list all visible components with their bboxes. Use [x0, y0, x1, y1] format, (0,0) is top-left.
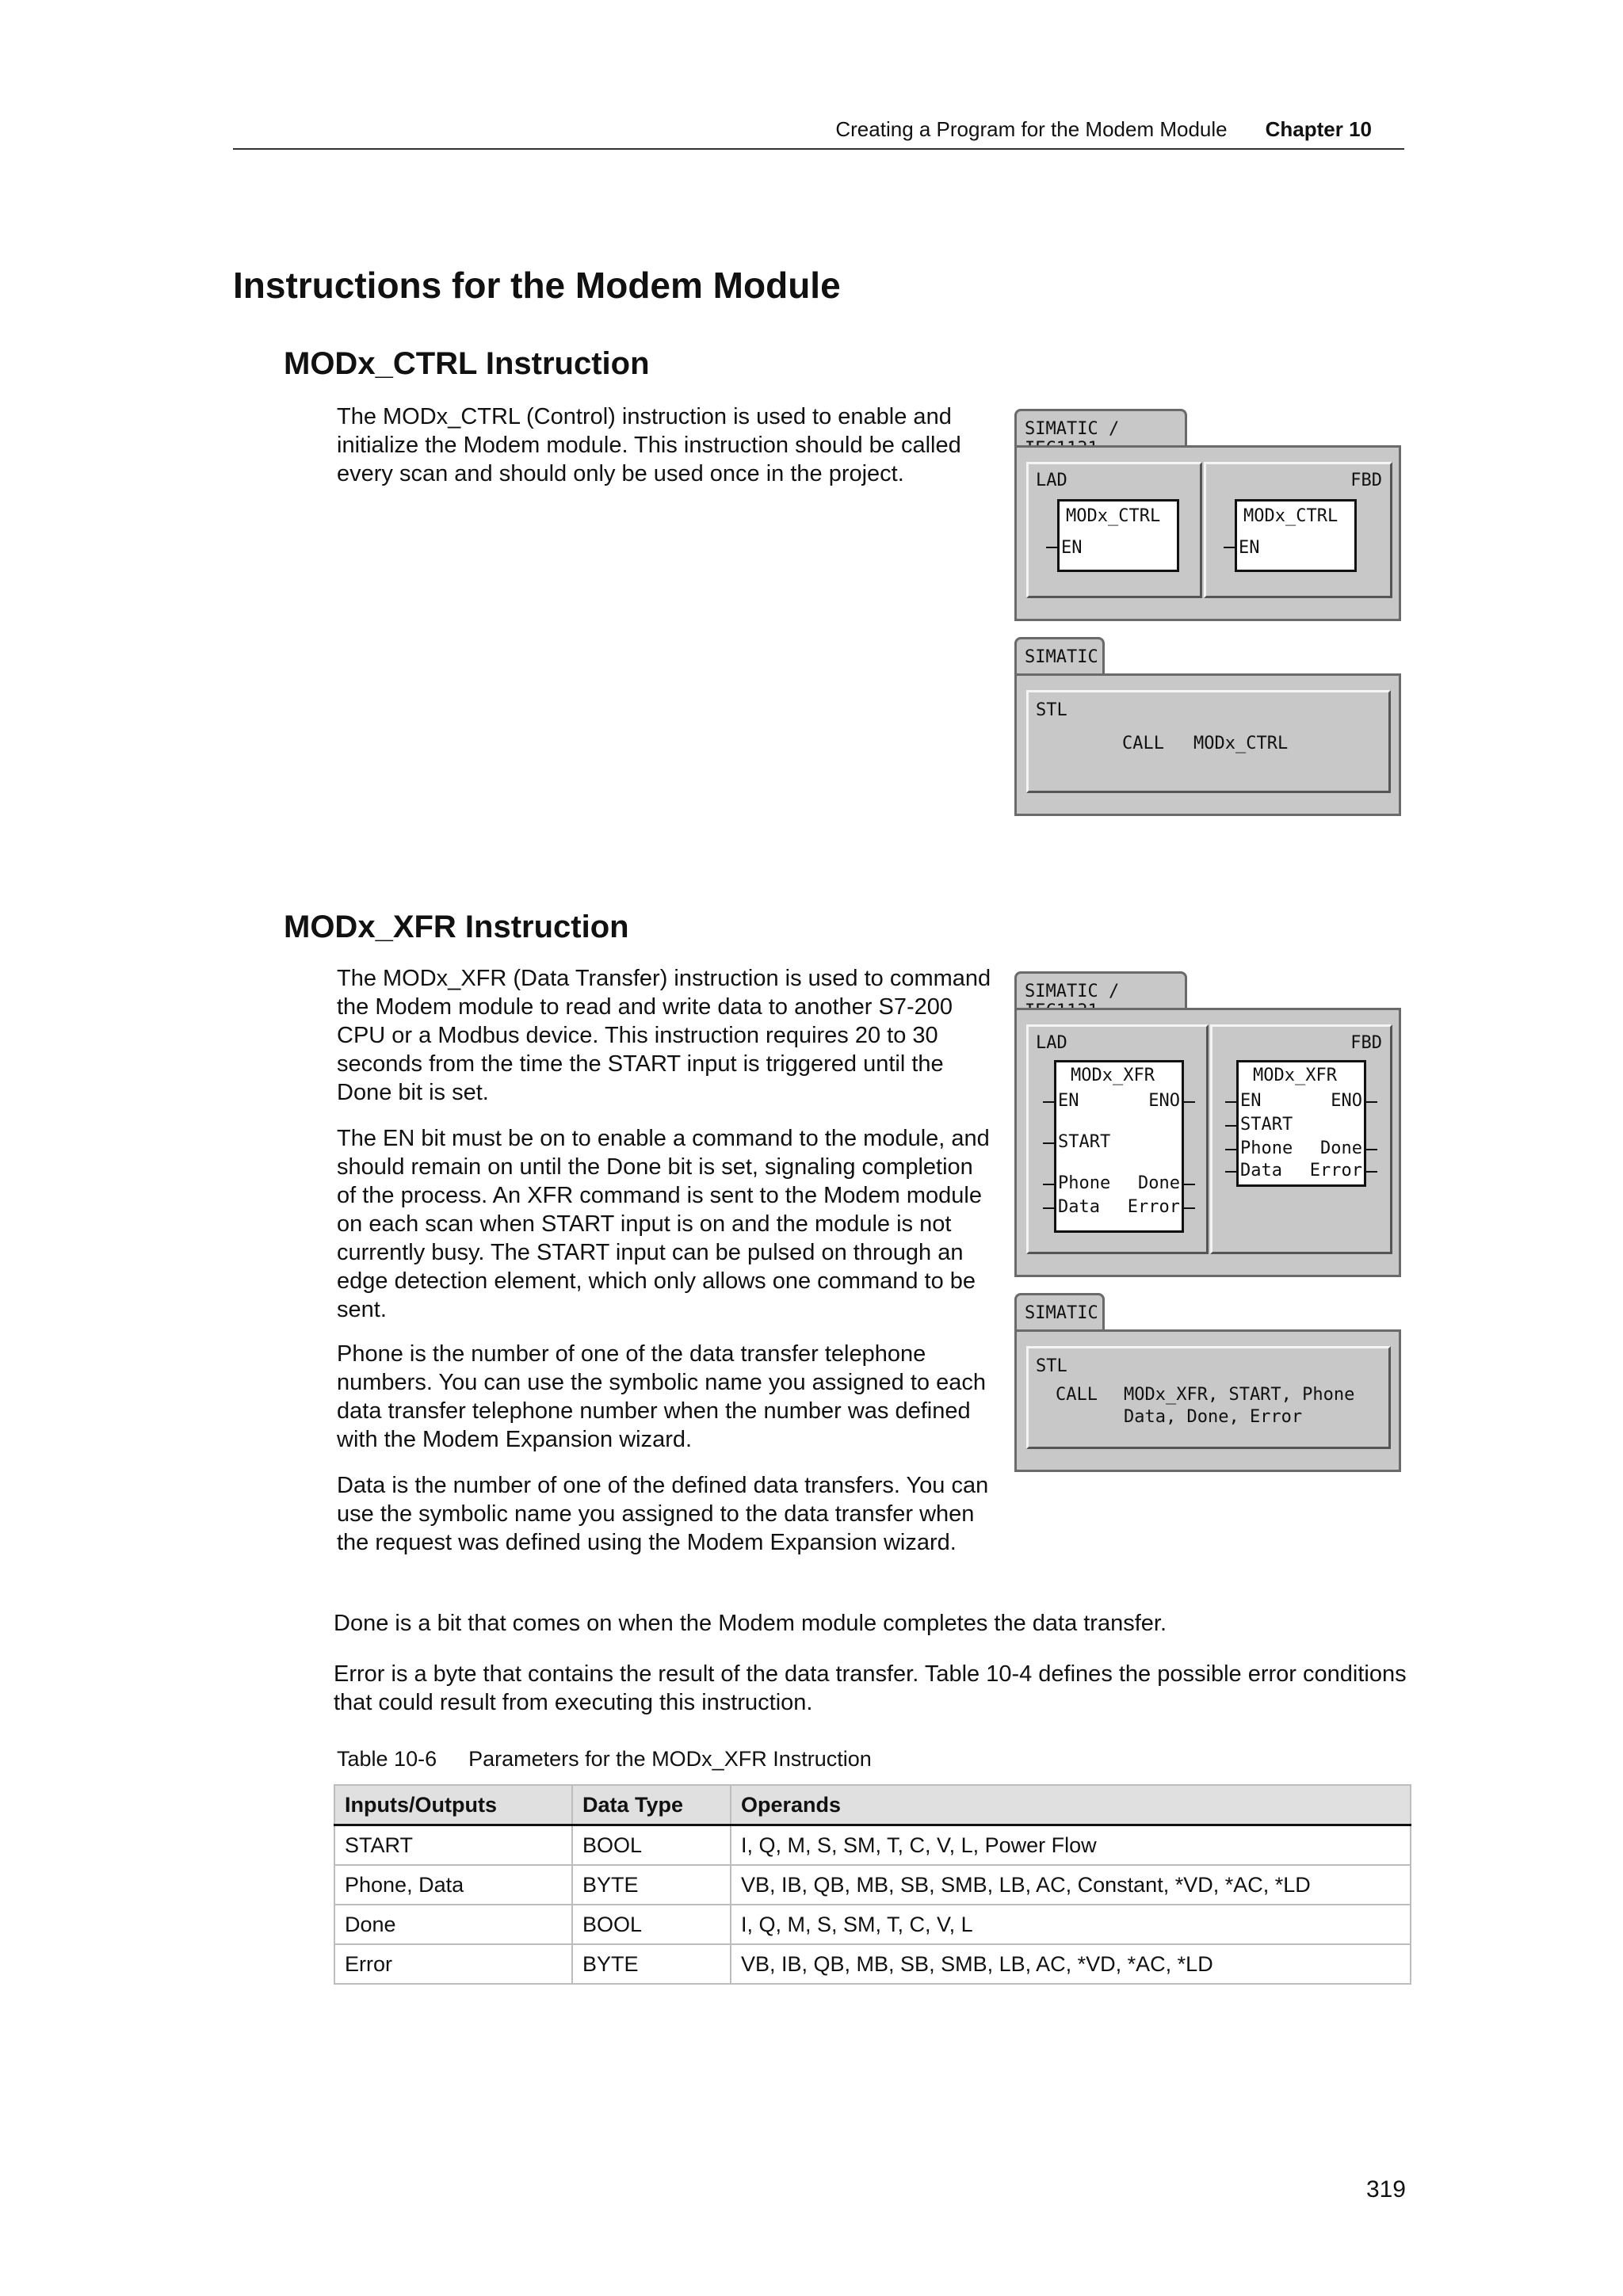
en-wire — [1225, 1101, 1238, 1103]
ctrl-lad-area — [1026, 462, 1202, 598]
done-pin: Done — [1138, 1173, 1180, 1193]
xfr-title: MODx_XFR Instruction — [284, 910, 629, 944]
ctrl-lad-tab: SIMATIC / — [1014, 409, 1187, 447]
en-pin: EN — [1239, 538, 1260, 558]
error-pin: Error — [1127, 1197, 1180, 1217]
en-wire — [1043, 1101, 1056, 1103]
ctrl-lad-panel — [1014, 445, 1401, 621]
ctrl-lad-block — [1057, 499, 1179, 572]
error-pin: Error — [1309, 1161, 1362, 1180]
running-header — [792, 117, 1372, 142]
table-caption — [337, 1747, 872, 1772]
xfr-fbd-block — [1236, 1060, 1366, 1187]
xfr-paragraph-3: Phone is the number of one of the data transfer telephone numbers. You can use the symbolic name you assigned to each data transfer telephone number when the number was defined with the Modem Expansion wizard. — [337, 1341, 986, 1452]
eno-pin: ENO — [1148, 1091, 1180, 1111]
xfr-stl-panel — [1014, 1329, 1401, 1472]
table-cell: VB, IB, QB, MB, SB, SMB, LB, AC, *VD, *AC, *LD — [731, 1944, 1411, 1984]
table-cell: I, Q, M, S, SM, T, C, V, L — [731, 1905, 1411, 1944]
table-number: Table 10-6 — [337, 1747, 437, 1771]
en-pin: EN — [1061, 538, 1083, 558]
table-row — [334, 1944, 1411, 1984]
ctrl-stl-area — [1026, 690, 1391, 793]
done-wire — [1182, 1184, 1195, 1185]
xfr-paragraph-1: The MODx_XFR (Data Transfer) instruction is used to command the Modem module to read and write data to another S7-200 CPU or a Modbus device. This instruction requires 20 to 30 seconds from the time the START input is triggered until the Done bit is set. — [337, 966, 991, 1105]
phone-wire — [1225, 1149, 1238, 1150]
en-pin: EN — [1240, 1091, 1262, 1111]
stl-label: STL — [1036, 700, 1067, 720]
stl-operand-line-2: Data, Done, Error — [1124, 1407, 1303, 1427]
en-wire — [1046, 547, 1059, 548]
fbd-label: FBD — [1350, 1033, 1382, 1053]
lad-label: LAD — [1036, 1033, 1067, 1053]
start-wire — [1225, 1125, 1238, 1127]
table-row — [334, 1825, 1411, 1866]
table-cell: BOOL — [572, 1825, 731, 1866]
ctrl-stl-tab: SIMATIC — [1014, 637, 1105, 675]
table-cell: I, Q, M, S, SM, T, C, V, L, Power Flow — [731, 1825, 1411, 1866]
section-title: Instructions for the Modem Module — [233, 265, 841, 306]
xfr-lad-tab: SIMATIC / — [1014, 971, 1187, 1009]
lad-label: LAD — [1036, 471, 1067, 490]
block-name: MODx_XFR — [1253, 1066, 1337, 1085]
stl-operand: MODx_CTRL — [1193, 734, 1289, 753]
ctrl-stl-panel — [1014, 673, 1401, 816]
table-cell: START — [334, 1825, 572, 1866]
data-wire — [1043, 1207, 1056, 1209]
ctrl-fbd-block — [1235, 499, 1357, 572]
eno-pin: ENO — [1331, 1091, 1362, 1111]
xfr-lad-area — [1026, 1024, 1209, 1254]
phone-pin: Phone — [1240, 1138, 1293, 1158]
page-number: 319 — [1365, 2176, 1406, 2203]
table-cell: Phone, Data — [334, 1865, 572, 1905]
start-pin: START — [1240, 1115, 1293, 1135]
table-cell: Done — [334, 1905, 572, 1944]
header-cell: Operands — [731, 1785, 1411, 1825]
en-wire — [1224, 547, 1236, 548]
running-title: Creating a Program for the Modem Module — [835, 117, 1228, 141]
done-description: Done is a bit that comes on when the Modem module completes the data transfer. — [334, 1611, 1167, 1636]
table-cell: Error — [334, 1944, 572, 1984]
block-name: MODx_CTRL — [1243, 506, 1338, 526]
table-header-row — [334, 1785, 1411, 1825]
eno-wire — [1365, 1101, 1377, 1103]
ctrl-title: MODx_CTRL Instruction — [284, 346, 650, 381]
table-cell: VB, IB, QB, MB, SB, SMB, LB, AC, Constant, *VD, *AC, *LD — [731, 1865, 1411, 1905]
error-description: Error is a byte that contains the result of the data transfer. Table 10-4 defines the possible error conditions that could result from executing this instruction. — [334, 1661, 1407, 1715]
table-cell: BYTE — [572, 1944, 731, 1984]
stl-call: CALL — [1056, 1385, 1098, 1405]
header-cell: Inputs/Outputs — [334, 1785, 572, 1825]
xfr-stl-tab: SIMATIC — [1014, 1293, 1105, 1331]
fbd-label: FBD — [1350, 471, 1382, 490]
stl-operand-line-1: MODx_XFR, START, Phone — [1124, 1385, 1355, 1405]
eno-wire — [1182, 1101, 1195, 1103]
xfr-fbd-area — [1210, 1024, 1392, 1254]
start-wire — [1043, 1142, 1056, 1144]
table-row — [334, 1865, 1411, 1905]
header-rule — [233, 148, 1404, 150]
stl-label: STL — [1036, 1356, 1067, 1376]
data-wire — [1225, 1171, 1238, 1173]
done-pin: Done — [1320, 1138, 1362, 1158]
ctrl-paragraph: The MODx_CTRL (Control) instruction is used to enable and initialize the Modem module. This instruction should be called every scan and should only be used once in the project. — [337, 404, 961, 486]
phone-wire — [1043, 1184, 1056, 1185]
stl-call: CALL — [1122, 734, 1164, 753]
xfr-stl-area — [1026, 1346, 1391, 1449]
error-wire — [1182, 1207, 1195, 1209]
xfr-paragraph-4: Data is the number of one of the defined data transfers. You can use the symbolic name you assigned to the data transfer when the request was defined using the Modem Expansion wizard. — [337, 1473, 989, 1555]
start-pin: START — [1058, 1132, 1111, 1152]
table-title: Parameters for the MODx_XFR Instruction — [468, 1747, 872, 1771]
block-name: MODx_XFR — [1071, 1066, 1155, 1085]
parameters-table — [334, 1784, 1411, 1985]
table-row — [334, 1905, 1411, 1944]
error-wire — [1365, 1171, 1377, 1173]
xfr-paragraph-2: The EN bit must be on to enable a command to the module, and should remain on until the Done bit is set, signaling completion of the process. An XFR command is sent to the Modem module on each scan when START input is on and the module is not currently busy. The START input can be pulsed on through an edge detection element, which only allows one command to be sent. — [337, 1126, 990, 1322]
chapter-label: Chapter 10 — [1265, 117, 1372, 141]
xfr-lad-panel — [1014, 1008, 1401, 1277]
en-pin: EN — [1058, 1091, 1079, 1111]
header-cell: Data Type — [572, 1785, 731, 1825]
table-cell: BYTE — [572, 1865, 731, 1905]
data-pin: Data — [1058, 1197, 1100, 1217]
xfr-lad-block — [1054, 1060, 1184, 1233]
table-cell: BOOL — [572, 1905, 731, 1944]
block-name: MODx_CTRL — [1066, 506, 1161, 526]
done-wire — [1365, 1149, 1377, 1150]
data-pin: Data — [1240, 1161, 1282, 1180]
phone-pin: Phone — [1058, 1173, 1111, 1193]
ctrl-fbd-area — [1204, 462, 1392, 598]
